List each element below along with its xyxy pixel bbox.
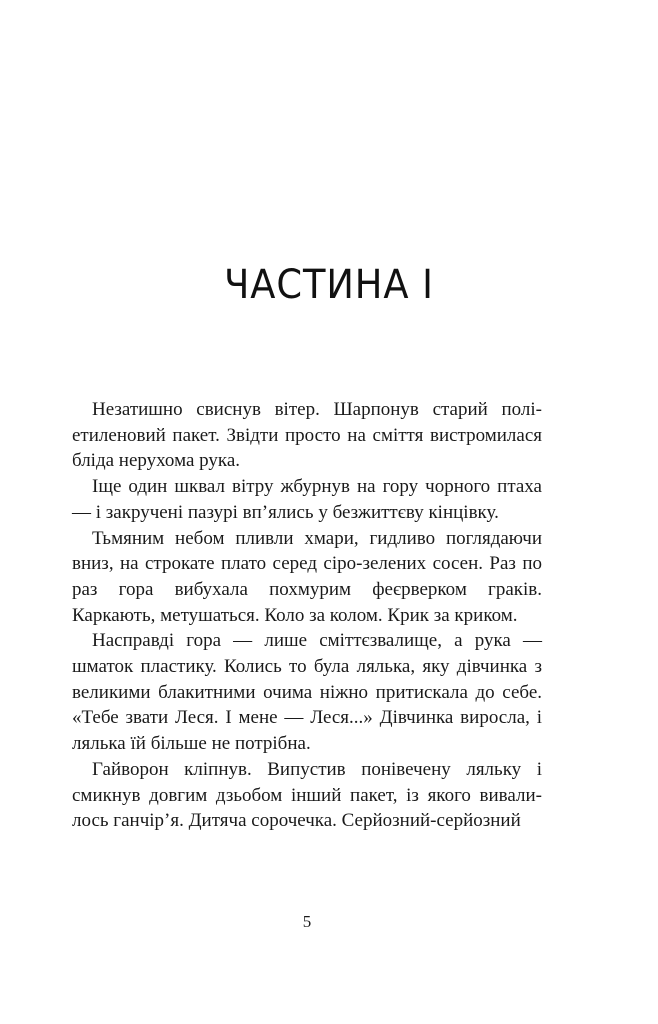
chapter-title: ЧАСТИНА І <box>224 262 434 308</box>
paragraph: Незатишно свиснув вітер. Шарпонув старий поліетиленовий пакет. Звідти просто на сміття вистромилася бліда нерухома рука. <box>72 399 542 472</box>
paragraph: Іще один шквал вітру жбурнув на гору чорного птаха — і закручені пазурі вп’ялись у безжиттєву кінцівку. <box>72 476 542 523</box>
paragraph: Насправді гора — лише сміттєзвалище, а рука — шматок пластику. Колись то була лялька, яку дівчинка з великими блакитними очима ніжно притискала до себе. «Тебе звати Леся. І мене — Леся...» Дівчинка виросла, і лялька їй більше не потрібна. <box>72 630 542 755</box>
page-number: 5 <box>302 912 312 931</box>
body-text <box>72 397 542 834</box>
paragraph: Гайворон кліпнув. Випустив понівечену ляльку і смикнув довгим дзьобом інший пакет, із якого вивалилось ганчір’я. Дитяча сорочечка. Серйозний-серйозний <box>72 758 542 832</box>
paragraph: Тьмяним небом пливли хмари, гидливо поглядаючи вниз, на строкате плато серед сіро-зелених сосен. Раз по раз гора вибухала похмурим феєрверком граків. Каркають, метушаться. Коло за колом. Крик за криком. <box>72 527 542 626</box>
